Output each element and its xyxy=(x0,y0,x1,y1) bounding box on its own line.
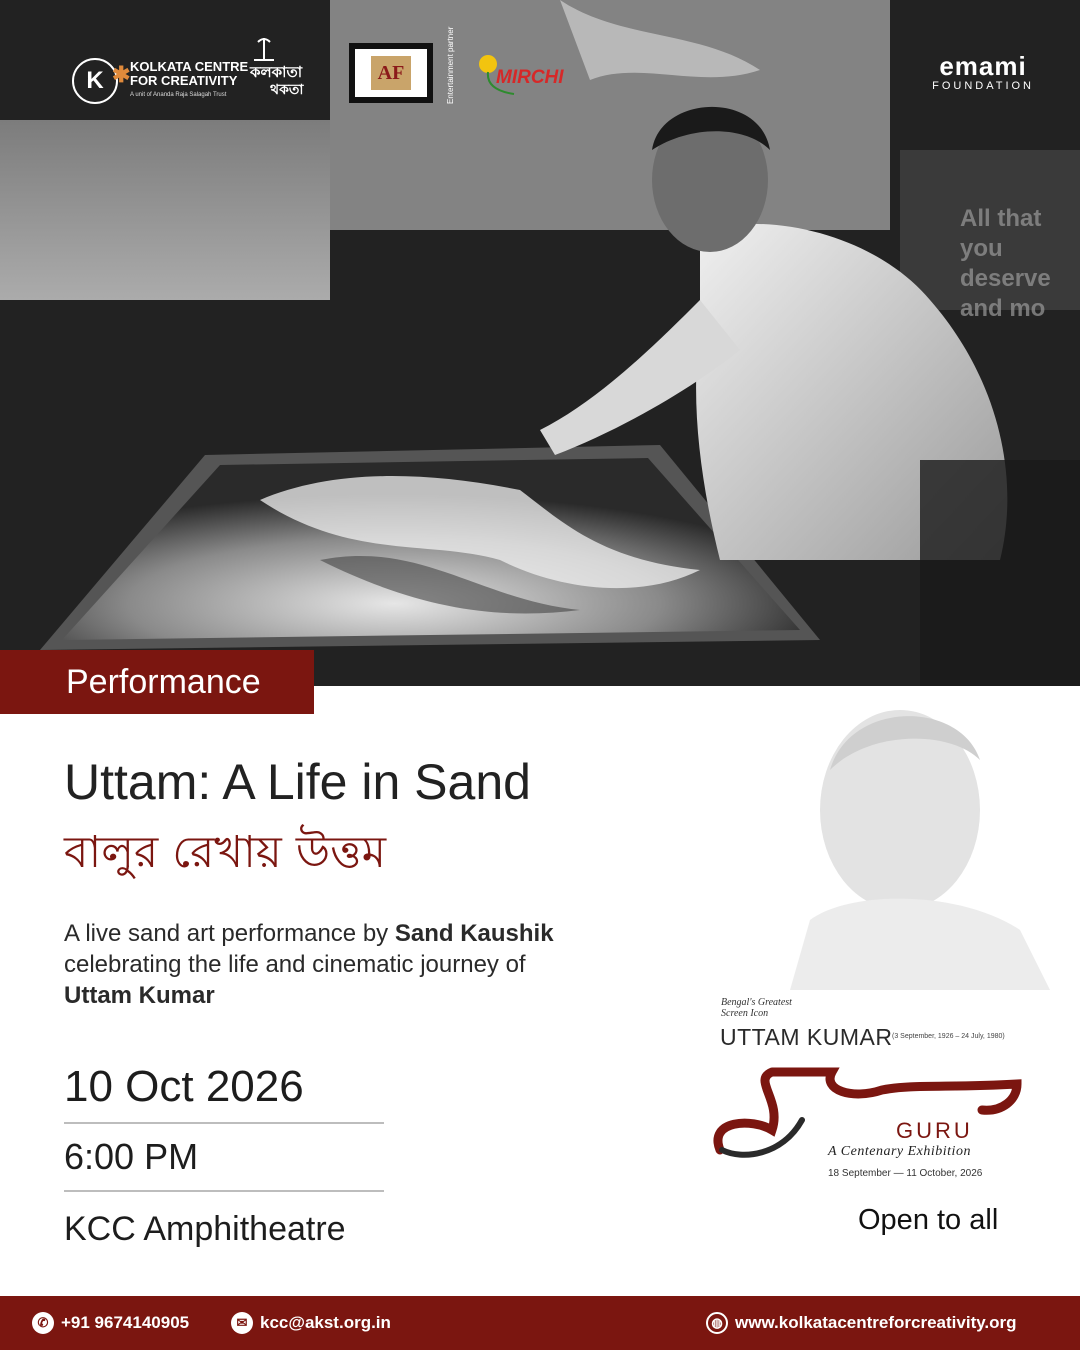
exhibition-tagline-line2: Screen Icon xyxy=(721,1008,769,1019)
exhibition-tagline xyxy=(721,997,792,1019)
footer-phone[interactable] xyxy=(32,1296,189,1350)
kcc-asterisk-icon: ✱ xyxy=(112,62,131,87)
kolkata-logo xyxy=(244,34,330,108)
kcc-logo-letter: K xyxy=(86,67,104,94)
description-artist: Sand Kaushik xyxy=(394,920,554,947)
emami-foundation-logo xyxy=(932,52,1034,92)
background-screen-caption: All that you deserve and mo xyxy=(960,205,1051,322)
footer-website-text: www.kolkatacentreforcreativity.org xyxy=(735,1313,1017,1332)
contact-footer xyxy=(0,1296,1080,1350)
category-tab: Performance xyxy=(0,650,314,714)
email-icon: ✉ xyxy=(231,1312,253,1334)
description-subject: Uttam Kumar xyxy=(64,982,215,1009)
exhibition-life-dates: (3 September, 1926 – 24 July, 1980) xyxy=(892,1033,1005,1040)
footer-email[interactable] xyxy=(231,1296,391,1350)
exhibition-guru-label: GURU xyxy=(896,1118,973,1143)
event-title: Uttam: A Life in Sand xyxy=(64,754,531,810)
emami-logo-sub: FOUNDATION xyxy=(932,80,1034,92)
event-date: 10 Oct 2026 xyxy=(64,1062,304,1111)
exhibition-dates: 18 September — 11 October, 2026 xyxy=(828,1168,983,1179)
mirchi-logo-text: MIRCHI xyxy=(496,67,564,88)
description-part1: A live sand art performance by xyxy=(64,920,395,947)
af-logo-mark: AF xyxy=(371,56,411,90)
event-time: 6:00 PM xyxy=(64,1136,199,1177)
kolkata-logo-line1: কলকাতা xyxy=(250,63,303,81)
admission-note: Open to all xyxy=(858,1204,999,1236)
kcc-logo-line2: FOR CREATIVITY xyxy=(130,73,238,88)
kolkata-logo-line2: থকতা xyxy=(270,82,304,98)
footer-website[interactable] xyxy=(706,1296,1017,1350)
footer-phone-text: +91 9674140905 xyxy=(61,1313,190,1332)
uttam-kumar-portrait xyxy=(790,690,1060,990)
exhibition-tagline-line1: Bengal's Greatest xyxy=(721,997,792,1008)
event-description xyxy=(64,918,584,1011)
kcc-logo-sub: A unit of Ananda Raja Salagah Trust xyxy=(130,92,227,98)
description-part2: celebrating the life and cinematic journey of xyxy=(64,951,526,978)
globe-icon: ◍ xyxy=(706,1312,728,1334)
entertainment-partner-text: Entertainment partner xyxy=(446,26,455,104)
divider xyxy=(64,1122,384,1124)
footer-email-text: kcc@akst.org.in xyxy=(260,1313,391,1332)
kcc-logo-line1: KOLKATA CENTRE xyxy=(130,59,249,74)
event-venue: KCC Amphitheatre xyxy=(64,1210,346,1248)
exhibition-honoree-name: UTTAM KUMAR xyxy=(720,1024,893,1050)
exhibition-subtitle: A Centenary Exhibition xyxy=(828,1144,971,1159)
af-logo xyxy=(349,43,433,103)
divider xyxy=(64,1190,384,1192)
event-title-bengali: বালুর রেখায় উত্তম xyxy=(64,827,387,878)
kcc-logo-text xyxy=(130,60,248,88)
phone-icon: ✆ xyxy=(32,1312,54,1334)
emami-logo-name: emami xyxy=(939,51,1027,81)
